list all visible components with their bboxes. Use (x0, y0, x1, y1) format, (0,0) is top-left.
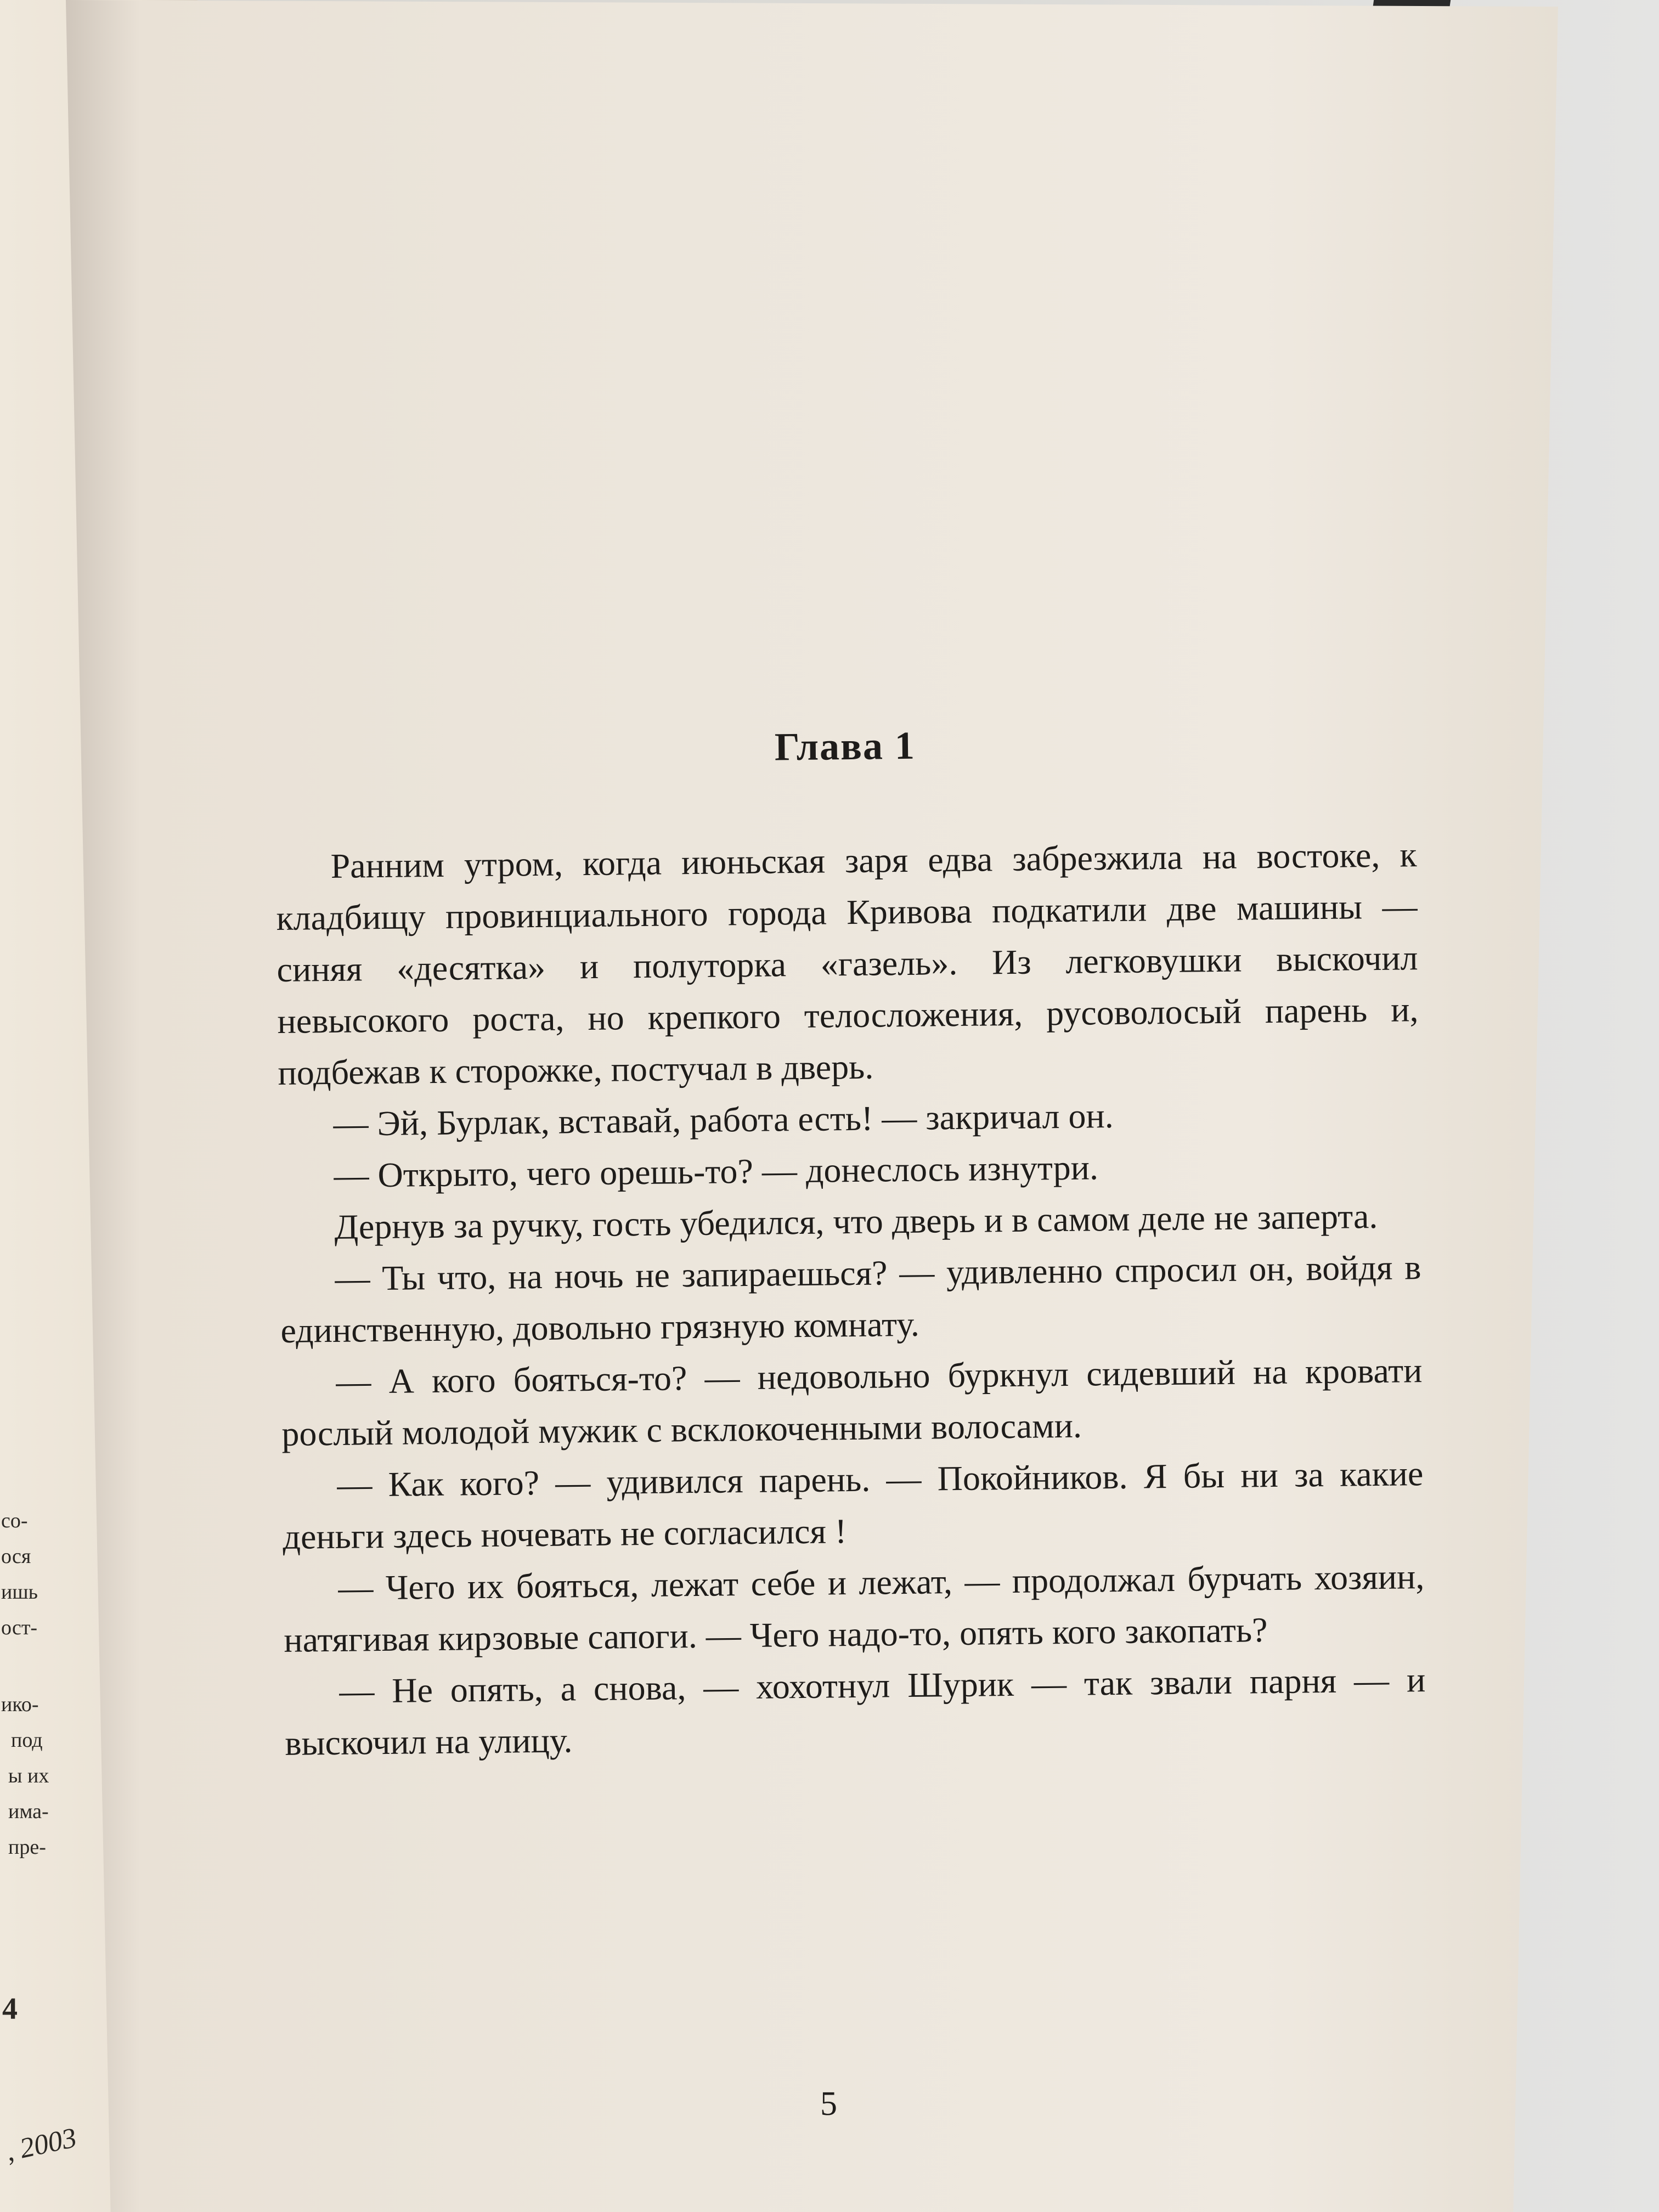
left-page-fragment: има- (8, 1800, 49, 1823)
paragraph: Дернув за ручку, гость убедился, что дверь и в самом деле не заперта. (334, 1196, 1378, 1246)
left-page-fragment: ишь (1, 1581, 38, 1604)
page-content (274, 718, 1426, 1769)
paragraph: — А кого бояться-то? — недовольно буркнул сидевший на кровати рослый молодой мужик с всклокоченными волосами. (281, 1351, 1423, 1453)
show-through-text (307, 187, 1459, 246)
paragraph: — Открыто, чего орешь-то? — донеслось изнутри. (334, 1148, 1099, 1195)
chapter-title: Глава 1 (774, 723, 916, 769)
paragraph: — Ты что, на ночь не запираешься? — удивленно спросил он, войдя в единственную, довольно грязную комнату. (280, 1248, 1421, 1350)
left-page-fragment: ося (1, 1545, 31, 1568)
left-page-fragment: ико- (1, 1693, 39, 1716)
left-page-fragment: под (11, 1729, 43, 1752)
paragraph: Ранним утром, когда июньская заря едва забрезжила на востоке, к кладбищу провинциального города Кривова подкатили две машины — синяя «десятка» и полуторка «газель». Из легковушки выскочил невысокого роста, но крепкого телосложения, русоволосый парень и, подбежав к сторожке, постучал в дверь. (276, 835, 1419, 1092)
left-page-fragment: ост- (1, 1616, 38, 1639)
paragraph: — Чего их бояться, лежат себе и лежат, — продолжал бурчать хозяин, натягивая кирзовые сапоги. — Чего надо-то, опять кого закопать? (284, 1557, 1425, 1660)
paragraph: — Эй, Бурлак, вставай, работа есть! — закричал он. (333, 1096, 1114, 1143)
paragraph: — Не опять, а снова, — хохотнул Шурик — так звали парня — и выскочил на улицу. (284, 1660, 1426, 1763)
left-page-fragment: , 2003 (3, 2122, 80, 2168)
left-page-fragment: 4 (2, 1992, 18, 2026)
left-page-fragment: со- (1, 1509, 28, 1532)
paragraph: — Как кого? — удивился парень. — Покойников. Я бы ни за какие деньги здесь ночевать не согласился ! (283, 1454, 1424, 1556)
left-page-fragment: ы их (8, 1764, 49, 1787)
page-number: 5 (820, 2085, 837, 2123)
left-page-fragment: пре- (8, 1836, 46, 1859)
